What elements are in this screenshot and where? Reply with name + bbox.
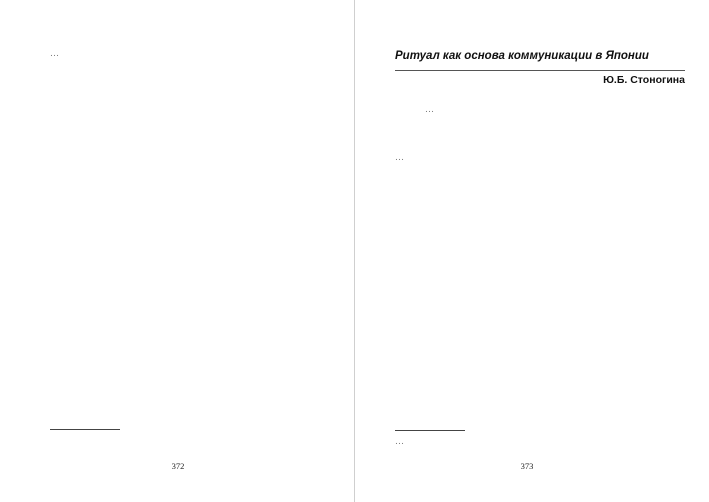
title-rule [395, 70, 685, 71]
left-page-text: … [50, 48, 59, 58]
right-footnote: … [395, 436, 404, 446]
article-title: Ритуал как основа коммуникации в Японии [395, 50, 649, 62]
footnote-rule [395, 430, 465, 431]
page-number: 373 [520, 461, 534, 471]
article-abstract: … [425, 104, 434, 114]
left-page [0, 0, 354, 502]
right-page-text: … [395, 152, 404, 162]
footnote-rule [50, 429, 120, 430]
page-number: 372 [171, 461, 185, 471]
article-author: Ю.Б. Стоногина [603, 74, 685, 86]
right-page [355, 0, 709, 502]
